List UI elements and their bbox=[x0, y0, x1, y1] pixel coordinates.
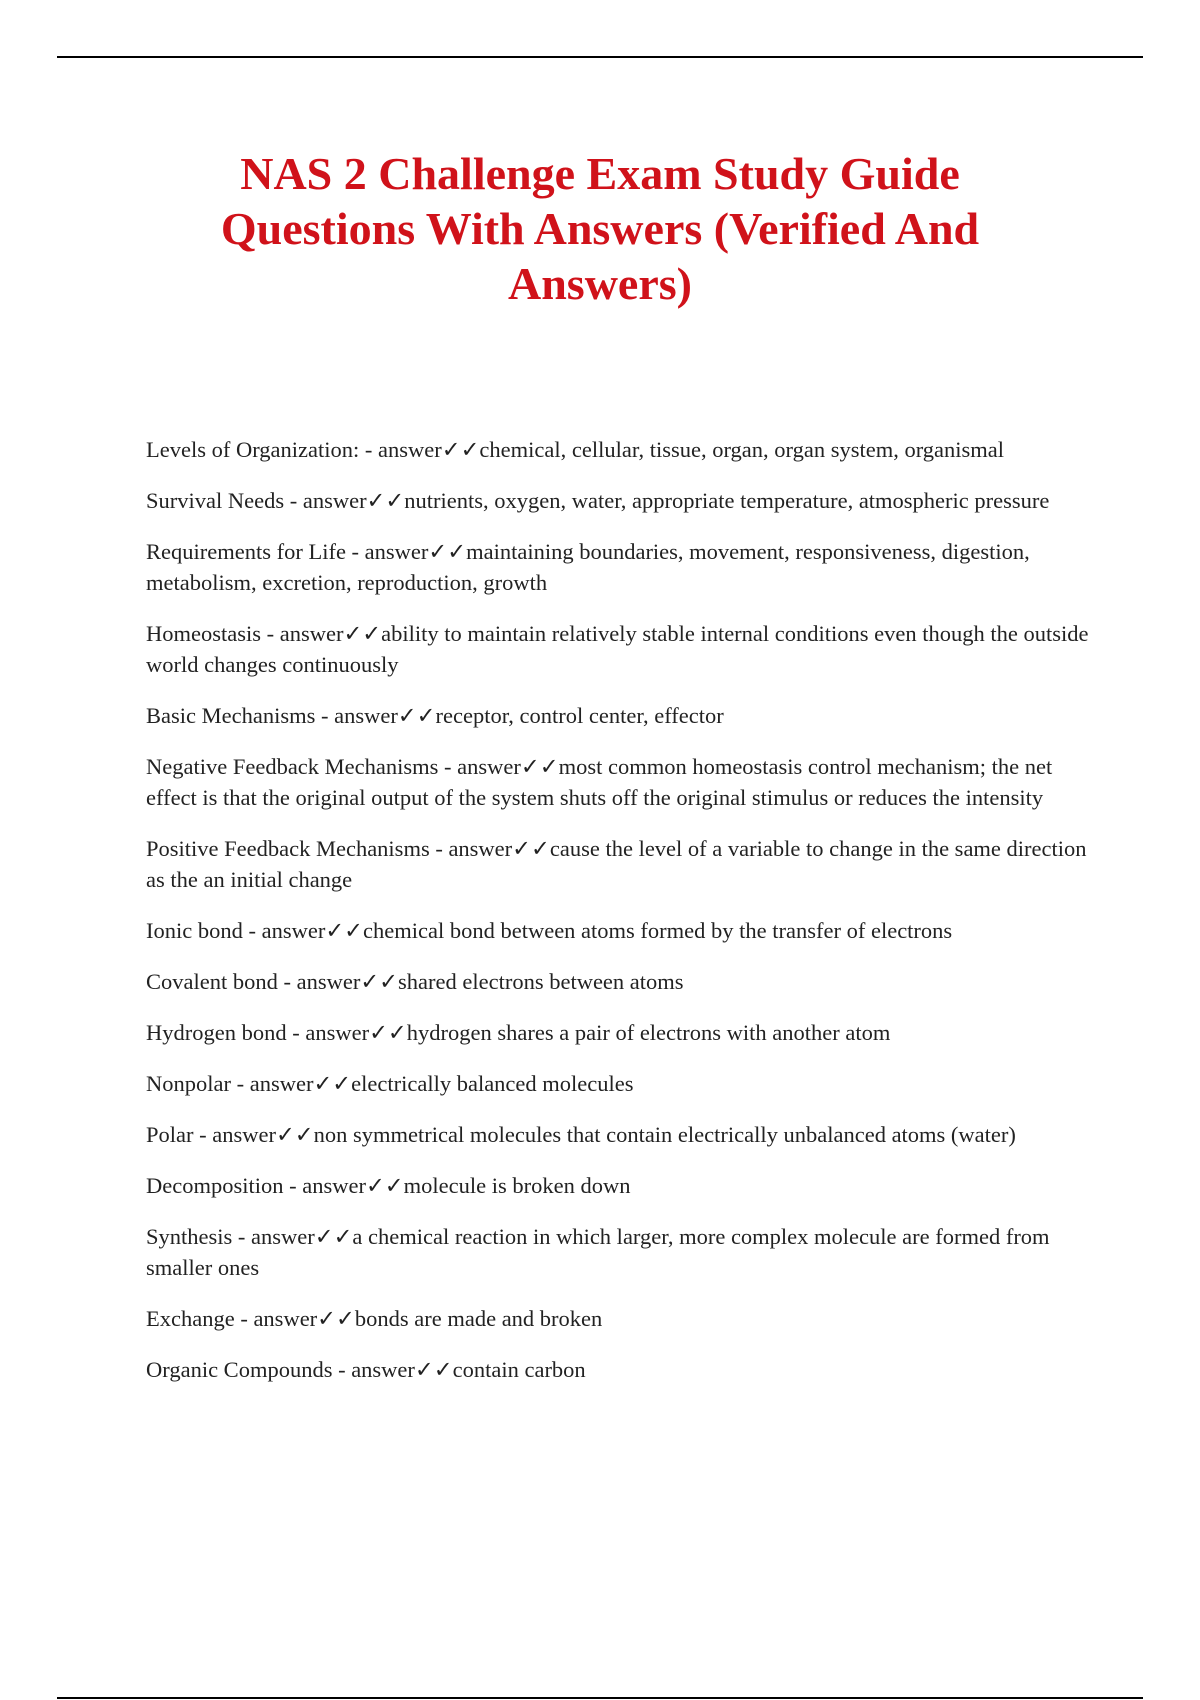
bottom-rule bbox=[57, 1697, 1143, 1699]
list-item: Organic Compounds - answer✓✓contain carbon bbox=[146, 1357, 586, 1382]
list-item: Requirements for Life - answer✓✓maintaining boundaries, movement, responsiveness, digestion, metabolism, excretion, reproduction, growth bbox=[146, 539, 1030, 595]
list-item: Nonpolar - answer✓✓electrically balanced molecules bbox=[146, 1071, 634, 1096]
list-item: Negative Feedback Mechanisms - answer✓✓most common homeostasis control mechanism; the net effect is that the original output of the system shuts off the original stimulus or reduces the intensity bbox=[146, 754, 1053, 810]
list-item: Synthesis - answer✓✓a chemical reaction in which larger, more complex molecule are formed from smaller ones bbox=[146, 1224, 1050, 1280]
list-item: Survival Needs - answer✓✓nutrients, oxygen, water, appropriate temperature, atmospheric pressure bbox=[146, 488, 1050, 513]
list-item: Basic Mechanisms - answer✓✓receptor, control center, effector bbox=[146, 703, 724, 728]
document-title: NAS 2 Challenge Exam Study Guide Questions With Answers (Verified And Answers) bbox=[220, 148, 980, 309]
list-item: Exchange - answer✓✓bonds are made and broken bbox=[146, 1306, 603, 1331]
list-item: Homeostasis - answer✓✓ability to maintain relatively stable internal conditions even though the outside world changes continuously bbox=[146, 621, 1089, 677]
study-guide-entries bbox=[146, 434, 1096, 1405]
list-item: Polar - answer✓✓non symmetrical molecules that contain electrically unbalanced atoms (water) bbox=[146, 1122, 1016, 1147]
list-item: Covalent bond - answer✓✓shared electrons between atoms bbox=[146, 969, 684, 994]
top-rule bbox=[57, 56, 1143, 58]
list-item: Hydrogen bond - answer✓✓hydrogen shares a pair of electrons with another atom bbox=[146, 1020, 891, 1045]
list-item: Positive Feedback Mechanisms - answer✓✓cause the level of a variable to change in the same direction as the an initial change bbox=[146, 836, 1087, 892]
list-item: Decomposition - answer✓✓molecule is broken down bbox=[146, 1173, 631, 1198]
list-item: Ionic bond - answer✓✓chemical bond between atoms formed by the transfer of electrons bbox=[146, 918, 953, 943]
list-item: Levels of Organization: - answer✓✓chemical, cellular, tissue, organ, organ system, organismal bbox=[146, 437, 1005, 462]
